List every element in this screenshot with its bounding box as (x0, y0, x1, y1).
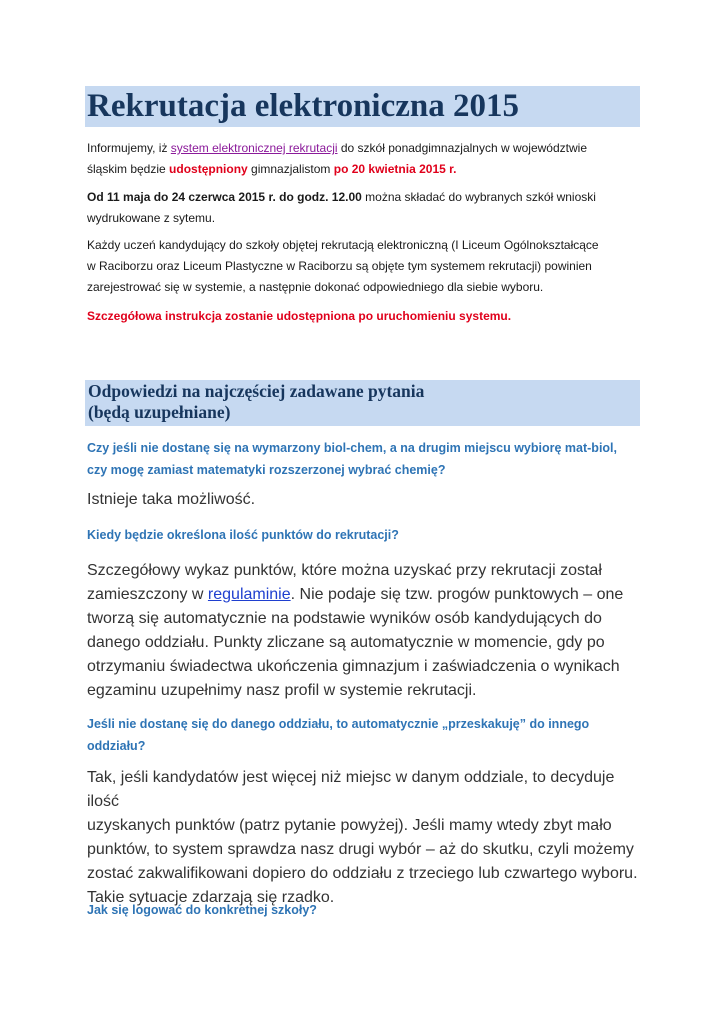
question-line: Jeśli nie dostanę się do danego oddziału, to automatycznie „przeskakuję” do innego (87, 717, 590, 731)
answer-line: Tak, jeśli kandydatów jest więcej niż miejsc w danym oddziale, to decyduje ilość (87, 769, 615, 810)
faq-question-2: Kiedy będzie określona ilość punktów do rekrutacji? (87, 528, 399, 542)
faq-heading-line: Odpowiedzi na najczęściej zadawane pytania (88, 381, 425, 401)
dates-paragraph (87, 187, 632, 229)
question-line: czy mogę zamiast matematyki rozszerzonej wybrać chemię? (87, 463, 446, 477)
answer-line: zostać zakwalifikowani dopiero do oddziału z trzeciego lub czwartego wyboru. (87, 865, 638, 882)
title-banner (85, 86, 640, 127)
faq-question-4: Jak się logować do konkretnej szkoły? (87, 903, 317, 917)
highlight-date: po 20 kwietnia 2015 r. (333, 162, 457, 176)
dates-bold: Od 11 maja do 24 czerwca 2015 r. do godz. 12.00 (87, 190, 362, 204)
question-line: Czy jeśli nie dostanę się na wymarzony biol-chem, a na drugim miejscu wybiorę mat-biol, (87, 441, 617, 455)
answer-line: punktów, to system sprawdza nasz drugi wybór – aż do skutku, czyli możemy (87, 841, 634, 858)
faq-banner (85, 380, 640, 426)
answer-text: zamieszczony w (87, 586, 208, 603)
answer-line: tworzą się automatycznie na podstawie wyników osób kandydujących do (87, 610, 602, 627)
paragraph-line: zarejestrować się w systemie, a następnie dokonać odpowiedniego dla siebie wyboru. (87, 280, 544, 294)
system-link[interactable]: system elektronicznej rekrutacji (170, 141, 338, 155)
faq-answer-1: Istnieje taka możliwość. (87, 491, 256, 508)
answer-line: danego oddziału. Punkty zliczane są automatycznie w momencie, gdy po (87, 634, 605, 651)
candidates-paragraph (87, 235, 632, 298)
faq-heading (85, 380, 640, 423)
intro-text: Informujemy, iż (87, 141, 171, 155)
regulamin-link[interactable]: regulaminie (207, 586, 291, 603)
intro-text: gimnazjalistom (247, 162, 334, 176)
answer-line: egzaminu uzupełnimy nasz profil w systemie rekrutacji. (87, 682, 477, 699)
paragraph-line: Każdy uczeń kandydujący do szkoły objętej rekrutacją elektroniczną (I Liceum Ogólnokształcące (87, 238, 599, 252)
paragraph-line: w Raciborzu oraz Liceum Plastyczne w Raciborzu są objęte tym systemem rekrutacji) powinien (87, 259, 592, 273)
answer-line: uzyskanych punktów (patrz pytanie powyżej). Jeśli mamy wtedy zbyt mało (87, 817, 612, 834)
intro-text: do szkół ponadgimnazjalnych w województwie (337, 141, 587, 155)
faq-answer-3 (87, 766, 647, 910)
answer-line: Takie sytuacje zdarzają się rzadko. (87, 889, 335, 906)
dates-text: można składać do wybranych szkół wnioski (361, 190, 596, 204)
intro-paragraph (87, 138, 632, 180)
question-line: oddziału? (87, 739, 146, 753)
answer-line: Szczegółowy wykaz punktów, które można uzyskać przy rekrutacji został (87, 562, 602, 579)
answer-line: otrzymaniu świadectwa ukończenia gimnazjum i zaświadczenia o wynikach (87, 658, 620, 675)
instruction-notice: Szczegółowa instrukcja zostanie udostępniona po uruchomieniu systemu. (87, 309, 512, 323)
answer-text: . Nie podaje się tzw. progów punktowych – one (290, 586, 624, 603)
faq-heading-line: (będą uzupełniane) (88, 402, 231, 422)
dates-text: wydrukowane z sytemu. (87, 211, 216, 225)
faq-question-3 (87, 713, 647, 757)
highlight-text: udostępniony (169, 162, 248, 176)
page-title: Rekrutacja elektroniczna 2015 (87, 88, 519, 124)
intro-text: śląskim będzie (87, 162, 170, 176)
faq-question-1 (87, 437, 647, 481)
faq-answer-2 (87, 559, 647, 703)
